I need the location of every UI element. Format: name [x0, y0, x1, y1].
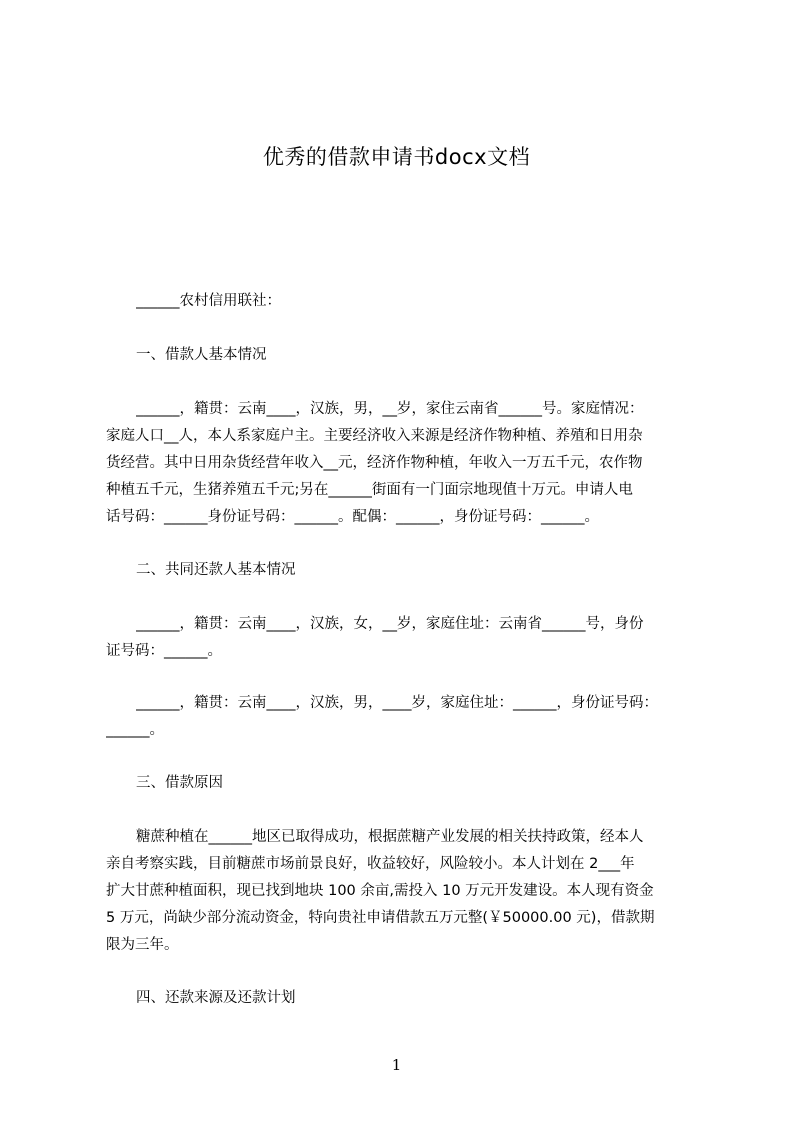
paragraph-line: 家庭人口__人，本人系家庭户主。主要经济收入来源是经济作物种植、养殖和日用杂: [106, 428, 643, 444]
paragraph-line: ______，籍贯：云南____，汉族，女，__岁，家庭住址：云南省______号，身份: [136, 616, 644, 632]
paragraph-line: 糖蔗种植在______地区已取得成功，根据蔗糖产业发展的相关扶持政策，经本人: [136, 829, 644, 845]
page-number: 1: [391, 1056, 402, 1074]
section-heading-repayment: 四、还款来源及还款计划: [136, 990, 296, 1006]
paragraph-line: 话号码：______身份证号码：______。配偶：______，身份证号码：______。: [106, 509, 599, 525]
paragraph-line: ______。: [106, 722, 164, 738]
paragraph-line: ______，籍贯：云南____，汉族，男，__岁，家住云南省______号。家庭情况：: [136, 401, 644, 417]
section-heading-loan-reason: 三、借款原因: [136, 775, 223, 791]
paragraph-line: 种植五千元，生猪养殖五千元;另在______街面有一门面宗地现值十万元。申请人电: [106, 482, 633, 498]
document-title: 优秀的借款申请书docx文档: [262, 145, 531, 169]
section-heading-borrower: 一、借款人基本情况: [136, 347, 267, 363]
paragraph-line: 扩大甘蔗种植面积，现已找到地块 100 余亩,需投入 10 万元开发建设。本人现有资金: [106, 883, 654, 899]
paragraph-line: 5 万元，尚缺少部分流动资金，特向贵社申请借款五万元整(￥50000.00 元)，借款期: [106, 910, 655, 926]
paragraph-line: 限为三年。: [106, 937, 179, 953]
section-heading-co-repayer: 二、共同还款人基本情况: [136, 562, 296, 578]
paragraph-line: 亲自考察实践，目前糖蔗市场前景良好，收益较好，风险较小。本人计划在 2___年: [106, 856, 635, 872]
paragraph-line: ______，籍贯：云南____，汉族，男，____岁，家庭住址：______，身份证号码：: [136, 695, 658, 711]
paragraph-line: 证号码：______。: [106, 643, 222, 659]
addressee: ______农村信用联社：: [136, 293, 281, 309]
paragraph-line: 货经营。其中日用杂货经营年收入__元，经济作物种植，年收入一万五千元，农作物: [106, 455, 643, 471]
